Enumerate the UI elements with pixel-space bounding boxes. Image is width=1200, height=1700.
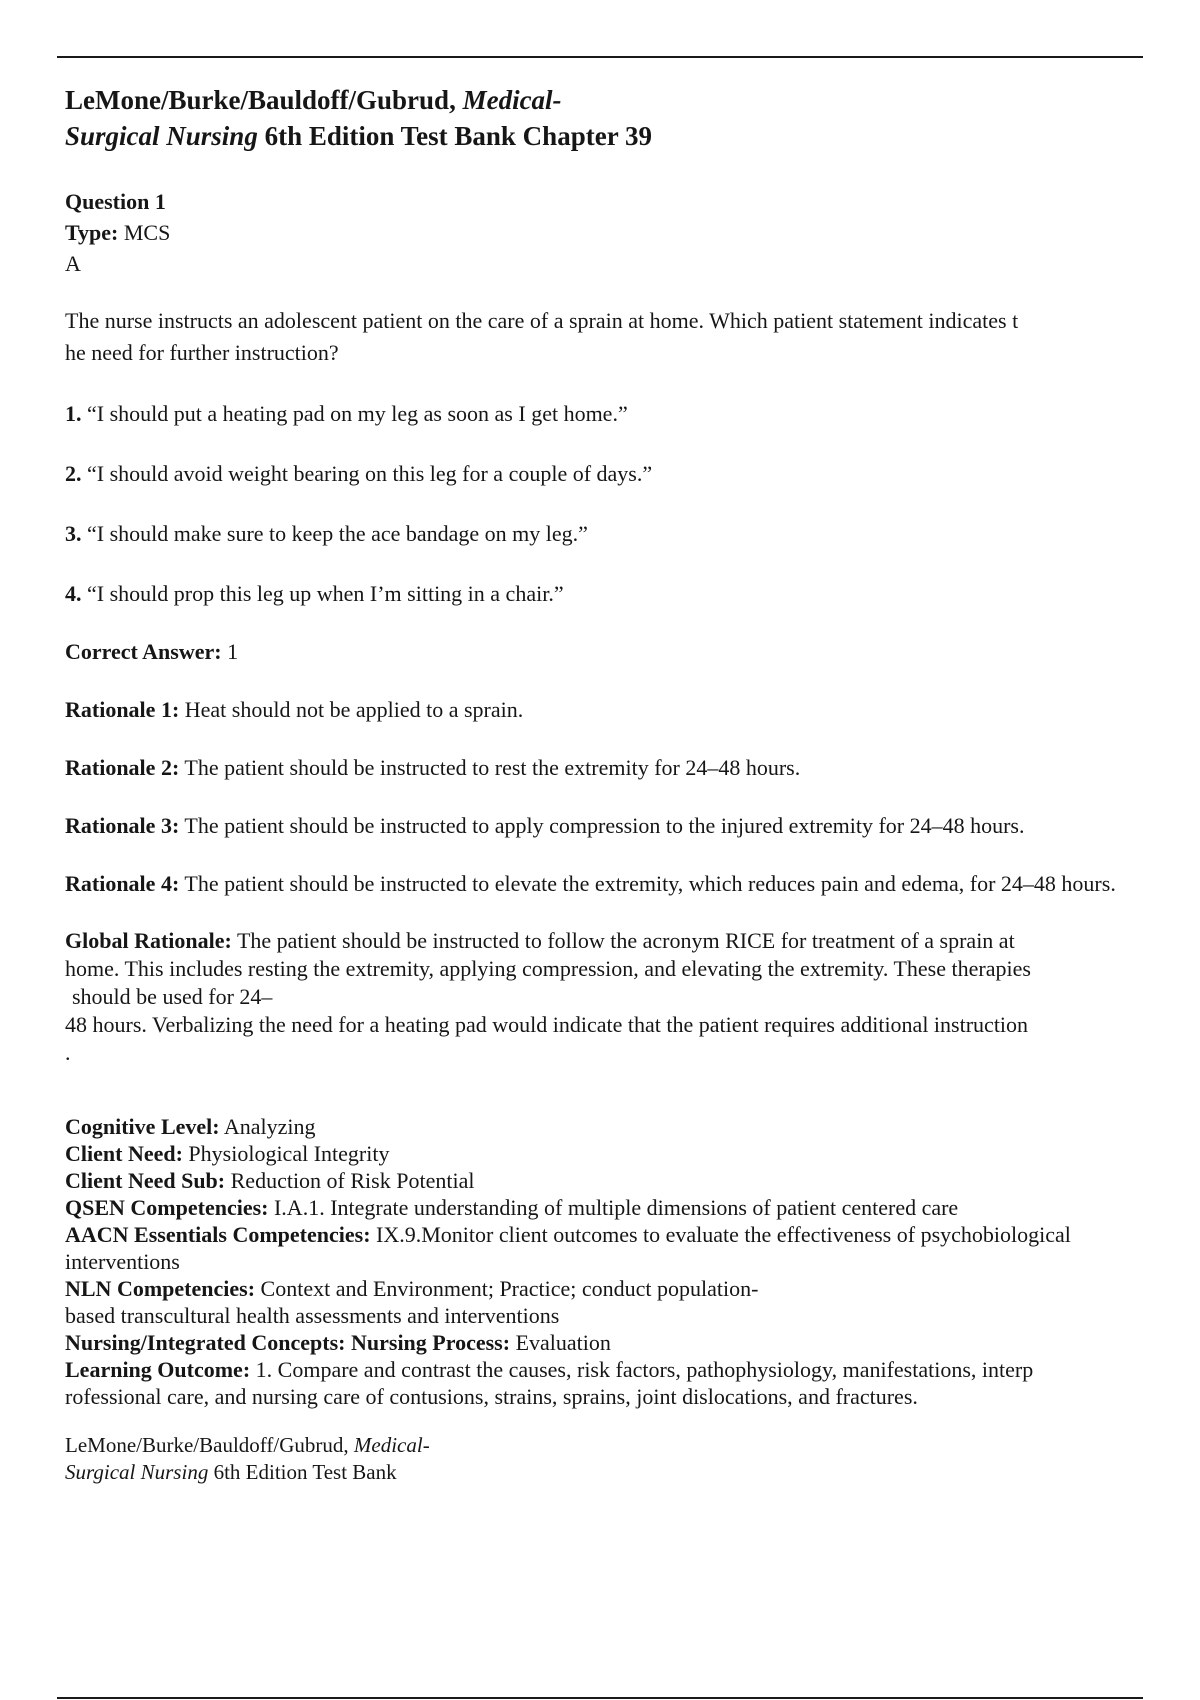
rationale-text: The patient should be instructed to elevate the extremity, which reduces pain and edema, for 24–48 hours. (184, 871, 1116, 896)
cognitive-value: Analyzing (223, 1114, 316, 1139)
type-letter: A (65, 251, 81, 276)
rationale-label: Rationale 4: (65, 871, 180, 896)
question-number: Question 1 (65, 189, 166, 214)
rationale-3 (65, 810, 1175, 841)
global-line-2: home. This includes resting the extremity, applying compression, and elevating the extremity. These therapies (65, 956, 1031, 981)
client-need-value: Physiological Integrity (188, 1141, 390, 1166)
option-text: “I should avoid weight bearing on this leg for a couple of days.” (87, 461, 653, 486)
nursing-label: Nursing/Integrated Concepts: Nursing Process: (65, 1330, 511, 1355)
top-rule (57, 56, 1143, 58)
question-metadata (65, 1113, 1195, 1410)
title-suffix: 6th Edition Test Bank Chapter 39 (264, 121, 652, 151)
page-title (65, 82, 1195, 154)
nursing-value: Evaluation (515, 1330, 611, 1355)
correct-answer-label: Correct Answer: (65, 639, 222, 664)
client-need-sub-label: Client Need Sub: (65, 1168, 226, 1193)
option-number: 4. (65, 581, 82, 606)
qsen-competencies (65, 1194, 1195, 1221)
client-need-sub-value: Reduction of Risk Potential (230, 1168, 475, 1193)
global-rationale-label: Global Rationale: (65, 928, 232, 953)
learning-value-1: 1. Compare and contrast the causes, risk factors, pathophysiology, manifestations, interp (255, 1357, 1034, 1382)
global-line-1 (65, 927, 1155, 955)
rationale-4 (65, 868, 1160, 899)
footer-suffix: 6th Edition Test Bank (213, 1460, 397, 1484)
nln-competencies (65, 1275, 1195, 1302)
nursing-process (65, 1329, 1195, 1356)
rationale-text: Heat should not be applied to a sprain. (184, 697, 524, 722)
option-text: “I should prop this leg up when I’m sitting in a chair.” (87, 581, 564, 606)
footer-italic-2: Surgical Nursing (65, 1460, 209, 1484)
stem-line-2: he need for further instruction? (65, 340, 339, 365)
global-line-4: 48 hours. Verbalizing the need for a heating pad would indicate that the patient requires additional instruction (65, 1012, 1029, 1037)
learning-label: Learning Outcome: (65, 1357, 251, 1382)
page-footer (65, 1432, 1195, 1486)
nln-label: NLN Competencies: (65, 1276, 256, 1301)
client-need-sub (65, 1167, 1195, 1194)
option-number: 2. (65, 461, 82, 486)
rationale-label: Rationale 3: (65, 813, 180, 838)
type-label: Type: (65, 220, 119, 245)
footer-italic-1: Medical- (353, 1433, 430, 1457)
rationale-1 (65, 694, 1175, 725)
answer-option-2 (65, 458, 1195, 489)
client-need-label: Client Need: (65, 1141, 183, 1166)
nln-value-2: based transcultural health assessments and interventions (65, 1303, 560, 1328)
global-line-5: . (65, 1040, 71, 1065)
client-need (65, 1140, 1195, 1167)
option-text: “I should make sure to keep the ace bandage on my leg.” (87, 521, 588, 546)
global-text-1: The patient should be instructed to follow the acronym RICE for treatment of a sprain at (236, 928, 1015, 953)
global-rationale (65, 927, 1155, 1067)
rationale-text: The patient should be instructed to rest the extremity for 24–48 hours. (184, 755, 801, 780)
aacn-competencies (65, 1221, 1195, 1248)
option-number: 1. (65, 401, 82, 426)
answer-option-4 (65, 578, 1195, 609)
title-italic-2: Surgical Nursing (65, 121, 258, 151)
title-prefix: LeMone/Burke/Bauldoff/Gubrud, (65, 85, 456, 115)
nln-value-1: Context and Environment; Practice; conduct population- (260, 1276, 759, 1301)
option-text: “I should put a heating pad on my leg as soon as I get home.” (87, 401, 628, 426)
option-number: 3. (65, 521, 82, 546)
rationale-label: Rationale 2: (65, 755, 180, 780)
type-value: MCS (123, 220, 171, 245)
learning-value-2: rofessional care, and nursing care of contusions, strains, sprains, joint dislocations, and fractures. (65, 1384, 918, 1409)
stem-line-1: The nurse instructs an adolescent patient on the care of a sprain at home. Which patient statement indicates t (65, 308, 1019, 333)
qsen-value: I.A.1. Integrate understanding of multiple dimensions of patient centered care (273, 1195, 959, 1220)
rationale-text: The patient should be instructed to apply compression to the injured extremity for 24–48 hours. (184, 813, 1025, 838)
footer-prefix: LeMone/Burke/Bauldoff/Gubrud, (65, 1433, 349, 1457)
question-type (65, 217, 1195, 248)
cognitive-level (65, 1113, 1195, 1140)
rationale-2 (65, 752, 1175, 783)
question-stem (65, 305, 1145, 369)
cognitive-label: Cognitive Level: (65, 1114, 220, 1139)
correct-answer-value: 1 (227, 639, 239, 664)
question-header (65, 186, 1195, 279)
test-bank-page (65, 82, 1195, 1486)
learning-outcome (65, 1356, 1155, 1383)
aacn-value-2: interventions (65, 1249, 180, 1274)
aacn-value-1: IX.9.Monitor client outcomes to evaluate the effectiveness of psychobiological (376, 1222, 1071, 1247)
global-line-3: should be used for 24– (72, 984, 273, 1009)
correct-answer (65, 636, 1175, 667)
bottom-rule (57, 1697, 1143, 1699)
rationale-label: Rationale 1: (65, 697, 180, 722)
answer-option-1 (65, 398, 1195, 429)
qsen-label: QSEN Competencies: (65, 1195, 269, 1220)
answer-option-3 (65, 518, 1195, 549)
title-italic-1: Medical- (462, 85, 562, 115)
aacn-label: AACN Essentials Competencies: (65, 1222, 371, 1247)
